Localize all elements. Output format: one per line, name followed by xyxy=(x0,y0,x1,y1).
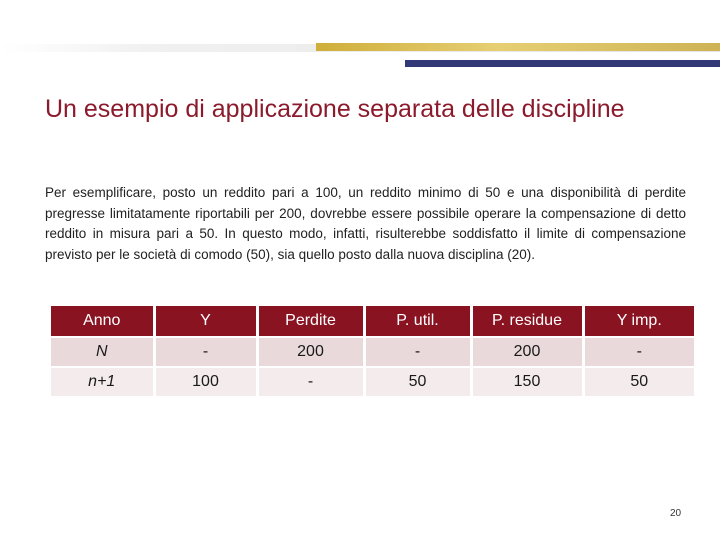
table-cell: - xyxy=(154,337,257,367)
slide-title: Un esempio di applicazione separata delle discipline xyxy=(45,95,625,123)
table-cell: - xyxy=(583,337,694,367)
header-y-imp: Y imp. xyxy=(583,306,694,337)
table-row xyxy=(51,367,694,397)
table-cell: 100 xyxy=(154,367,257,397)
table-cell: N xyxy=(51,337,154,367)
slide-body-text: Per esemplificare, posto un reddito pari a 100, un reddito minimo di 50 e una disponibilità di perdite pregresse limitatamente riportabili per 200, dovrebbe essere possibile operare la compensazione di detto reddito in misura pari a 50. In questo modo, infatti, risulterebbe soddisfatto il limite di compensazione previsto per le società di comodo (50), sia quello posto dalla nuova disciplina (20). xyxy=(45,185,686,262)
header-anno: Anno xyxy=(51,306,154,337)
table-cell: 150 xyxy=(471,367,583,397)
table-row xyxy=(51,337,694,367)
table-cell: 200 xyxy=(471,337,583,367)
table-header-row xyxy=(51,306,694,337)
table-cell: - xyxy=(364,337,471,367)
table-cell: 200 xyxy=(257,337,364,367)
decorative-gold-bar xyxy=(316,43,720,51)
header-perdite: Perdite xyxy=(257,306,364,337)
header-y: Y xyxy=(154,306,257,337)
decorative-navy-bar xyxy=(405,60,720,67)
table-cell: 50 xyxy=(583,367,694,397)
header-p-residue: P. residue xyxy=(471,306,583,337)
header-p-util: P. util. xyxy=(364,306,471,337)
data-table xyxy=(51,306,694,398)
table-cell: n+1 xyxy=(51,367,154,397)
table-cell: - xyxy=(257,367,364,397)
table-cell: 50 xyxy=(364,367,471,397)
page-number: 20 xyxy=(670,508,682,519)
